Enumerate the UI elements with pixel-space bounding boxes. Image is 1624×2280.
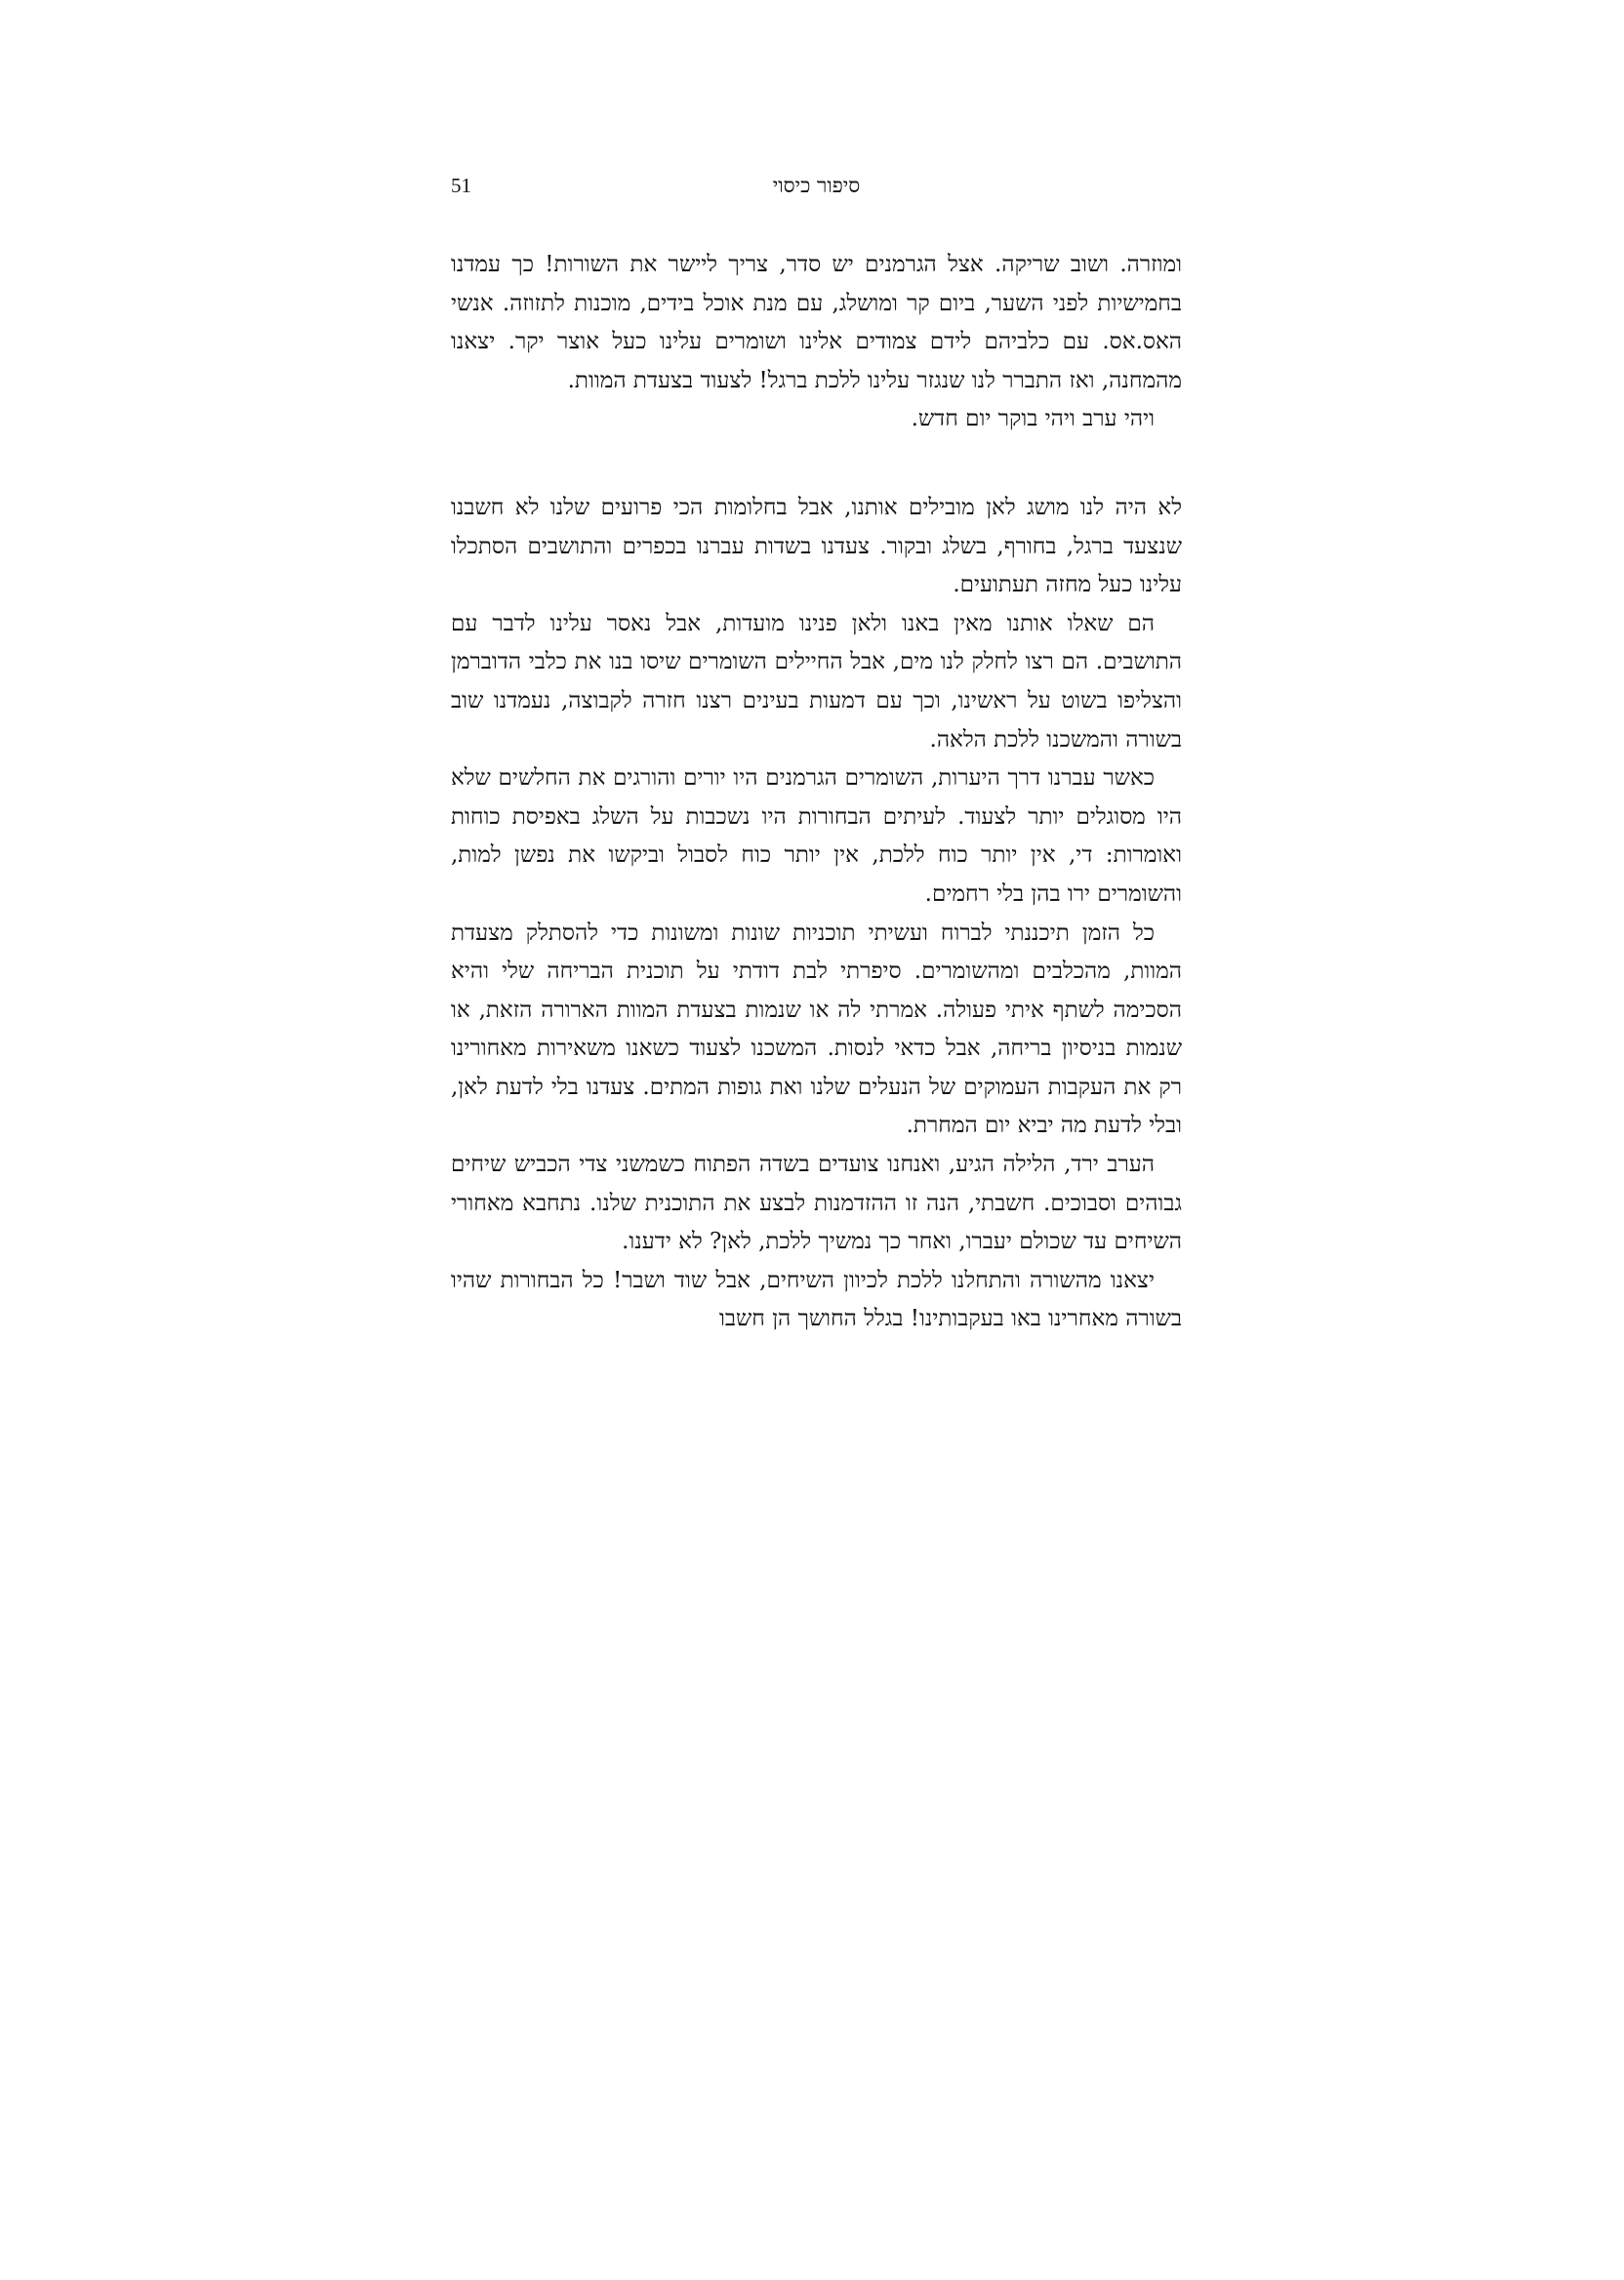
paragraph: ויהי ערב ויהי בוקר יום חדש.	[911, 406, 1155, 432]
paragraph: הערב ירד, הלילה הגיע, ואנחנו צועדים בשדה הפתוח כשמשני צדי הכביש שיחים גבוהים וסבוכים. חשבתי, הנה זו ההזדמנות לבצע את התוכנית שלנו. נתחבא מאחורי השיחים עד שכולם יעברו, ואחר כך נמשיך ללכת, לאן? לא ידענו.	[451, 1152, 1182, 1255]
body-text	[451, 246, 1182, 1339]
paragraph: לא היה לנו מושג לאן מובילים אותנו, אבל בחלומות הכי פרועים שלנו לא חשבנו שנצעד ברגל, בחורף, בשלג ובקור. צעדנו בשדות עברנו בכפרים והתושבים הסתכלו עלינו כעל מחזה תעתועים.	[451, 494, 1182, 598]
paragraph: כל הזמן תיכננתי לברוח ועשיתי תוכניות שונות ומשונות כדי להסתלק מצעדת המוות, מהכלבים ומהשומרים. סיפרתי לבת דודתי על תוכנית הבריחה שלי והיא הסכימה לשתף איתי פעולה. אמרתי לה או שנמות בצעדת המוות הארורה הזאת, או שנמות בניסיון בריחה, אבל כדאי לנסות. המשכנו לצעוד כשאנו משאירות מאחורינו רק את העקבות העמוקים של הנעלים שלנו ואת גופות המתים. צעדנו בלי לדעת לאן, ובלי לדעת מה יביא יום המחרת.	[451, 919, 1182, 1139]
page-header	[451, 174, 1182, 213]
paragraph: כאשר עברנו דרך היערות, השומרים הגרמנים היו יורים והורגים את החלשים שלא היו מסוגלים יותר לצעוד. לעיתים הבחורות היו נשכבות על השלג באפיסת כוחות ואומרות: די, אין יותר כוח ללכת, אין יותר כוח לסבול וביקשו את נפשן למות, והשומרים ירו בהן בלי רחמים.	[451, 765, 1182, 907]
paragraph: ומוזרה. ושוב שריקה. אצל הגרמנים יש סדר, צריך ליישר את השורות! כך עמדנו בחמישיות לפני השער, ביום קר ומושלג, עם מנת אוכל בידים, מוכנות לתזוזה. אנשי האס.אס. עם כלביהם לידם צמודים אלינו ושומרים עלינו כעל אוצר יקר. יצאנו מהמחנה, ואז התברר לנו שנגזר עלינו ללכת ברגל! לצעוד בצעדת המוות.	[451, 252, 1182, 393]
running-title: סיפור כיסוי	[772, 174, 861, 197]
paragraph: יצאנו מהשורה והתחלנו ללכת לכיוון השיחים, אבל שוד ושבר! כל הבחורות שהיו בשורה מאחרינו באו בעקבותינו! בגלל החושך הן חשבו	[451, 1267, 1182, 1332]
paragraph: הם שאלו אותנו מאין באנו ולאן פנינו מועדות, אבל נאסר עלינו לדבר עם התושבים. הם רצו לחלק לנו מים, אבל החיילים השומרים שיסו בנו את כלבי הדוברמן והצליפו בשוט על ראשינו, וכך עם דמעות בעינים רצנו חזרה לקבוצה, נעמדנו שוב בשורה והמשכנו ללכת הלאה.	[451, 610, 1182, 753]
section-break	[451, 439, 1182, 489]
page-number: 51	[451, 174, 471, 197]
